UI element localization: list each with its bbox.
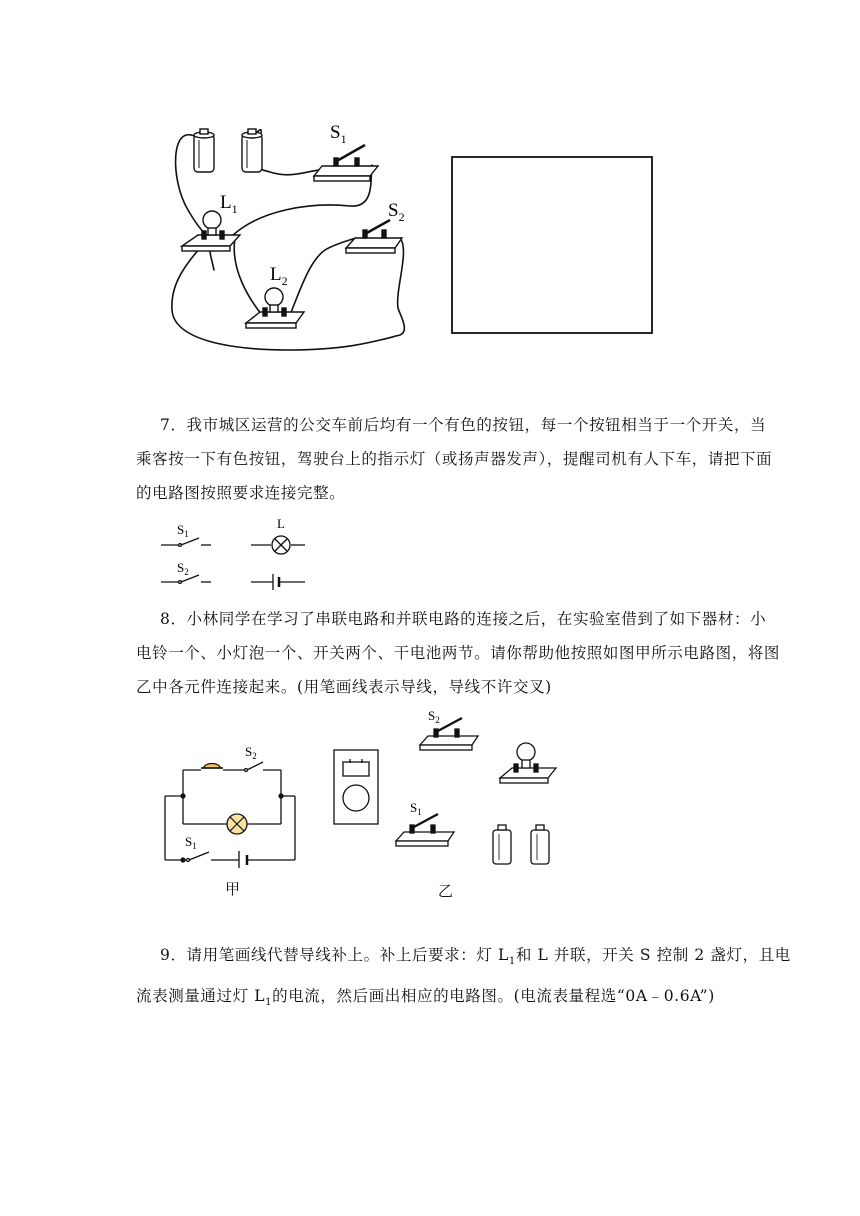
- lamp-l2-icon: [246, 288, 304, 328]
- figure-jia-schematic: [155, 738, 305, 868]
- label-l1: $L_1$: [220, 192, 238, 216]
- label-jia-s2: $S_2$: [245, 744, 257, 761]
- label-yi-s2: $S_2$: [428, 708, 440, 725]
- label-q7-lamp: L: [277, 516, 285, 531]
- label-q7-s1: $S_1$: [177, 522, 189, 539]
- lamp-symbol-jia-icon: [227, 814, 247, 834]
- label-s2: $S_2$: [388, 200, 405, 224]
- circuit-physical-figure: [150, 110, 670, 360]
- question-8-text: 8．小林同学在学习了串联电路和并联电路的连接之后，在实验室借到了如下器材：小 电铃一个、小灯泡一个、开关两个、干电池两节。请你帮助他按照如图甲所示电路图，将图 乙中各元件连接起来。(用笔画线表示导线，导线不许交叉): [136, 610, 781, 696]
- switch-s2-icon: [346, 220, 402, 253]
- label-jia-s1: $S_1$: [185, 834, 197, 851]
- bell-device-icon: [334, 750, 378, 824]
- battery-device-right-icon: [531, 825, 549, 864]
- caption-jia: 甲: [225, 880, 241, 898]
- question-7-symbols: [155, 512, 325, 594]
- bell-symbol-icon: [201, 763, 223, 768]
- battery-left-icon: [194, 129, 214, 172]
- switch-device-s1-icon: [396, 814, 454, 846]
- switch-s1-icon: [314, 145, 378, 181]
- switch-symbol-s1: [161, 538, 211, 546]
- label-s1: $S_1$: [330, 122, 347, 146]
- battery-device-left-icon: [493, 825, 511, 864]
- question-9-text: 9．请用笔画线代替导线补上。补上后要求：灯 $L_1$和 L 并联，开关 S 控制 2 盏灯，且电 流表测量通过灯 $L_1$的电流，然后画出相应的电路图。(电流表量程选“0A﹣0.6A”): [136, 946, 791, 1009]
- answer-box: [452, 157, 652, 333]
- figure-yi-components: [328, 702, 568, 874]
- question-7-text: 7．我市城区运营的公交车前后均有一个有色的按钮，每一个按钮相当于一个开关，当 乘客按一下有色按钮，驾驶台上的指示灯（或扬声器发声），提醒司机有人下车，请把下面 的电路图按照要求连接完整。: [136, 416, 773, 502]
- label-q7-s2: $S_2$: [177, 560, 189, 577]
- lamp-symbol-icon: [251, 536, 305, 554]
- lamp-device-icon: [500, 743, 556, 783]
- label-yi-s1: $S_1$: [410, 800, 422, 817]
- caption-yi: 乙: [438, 882, 454, 900]
- label-l2: $L_2$: [270, 264, 288, 288]
- battery-symbol-icon: [251, 574, 305, 590]
- battery-right-icon: [242, 129, 262, 172]
- lamp-l1-icon: [182, 211, 240, 251]
